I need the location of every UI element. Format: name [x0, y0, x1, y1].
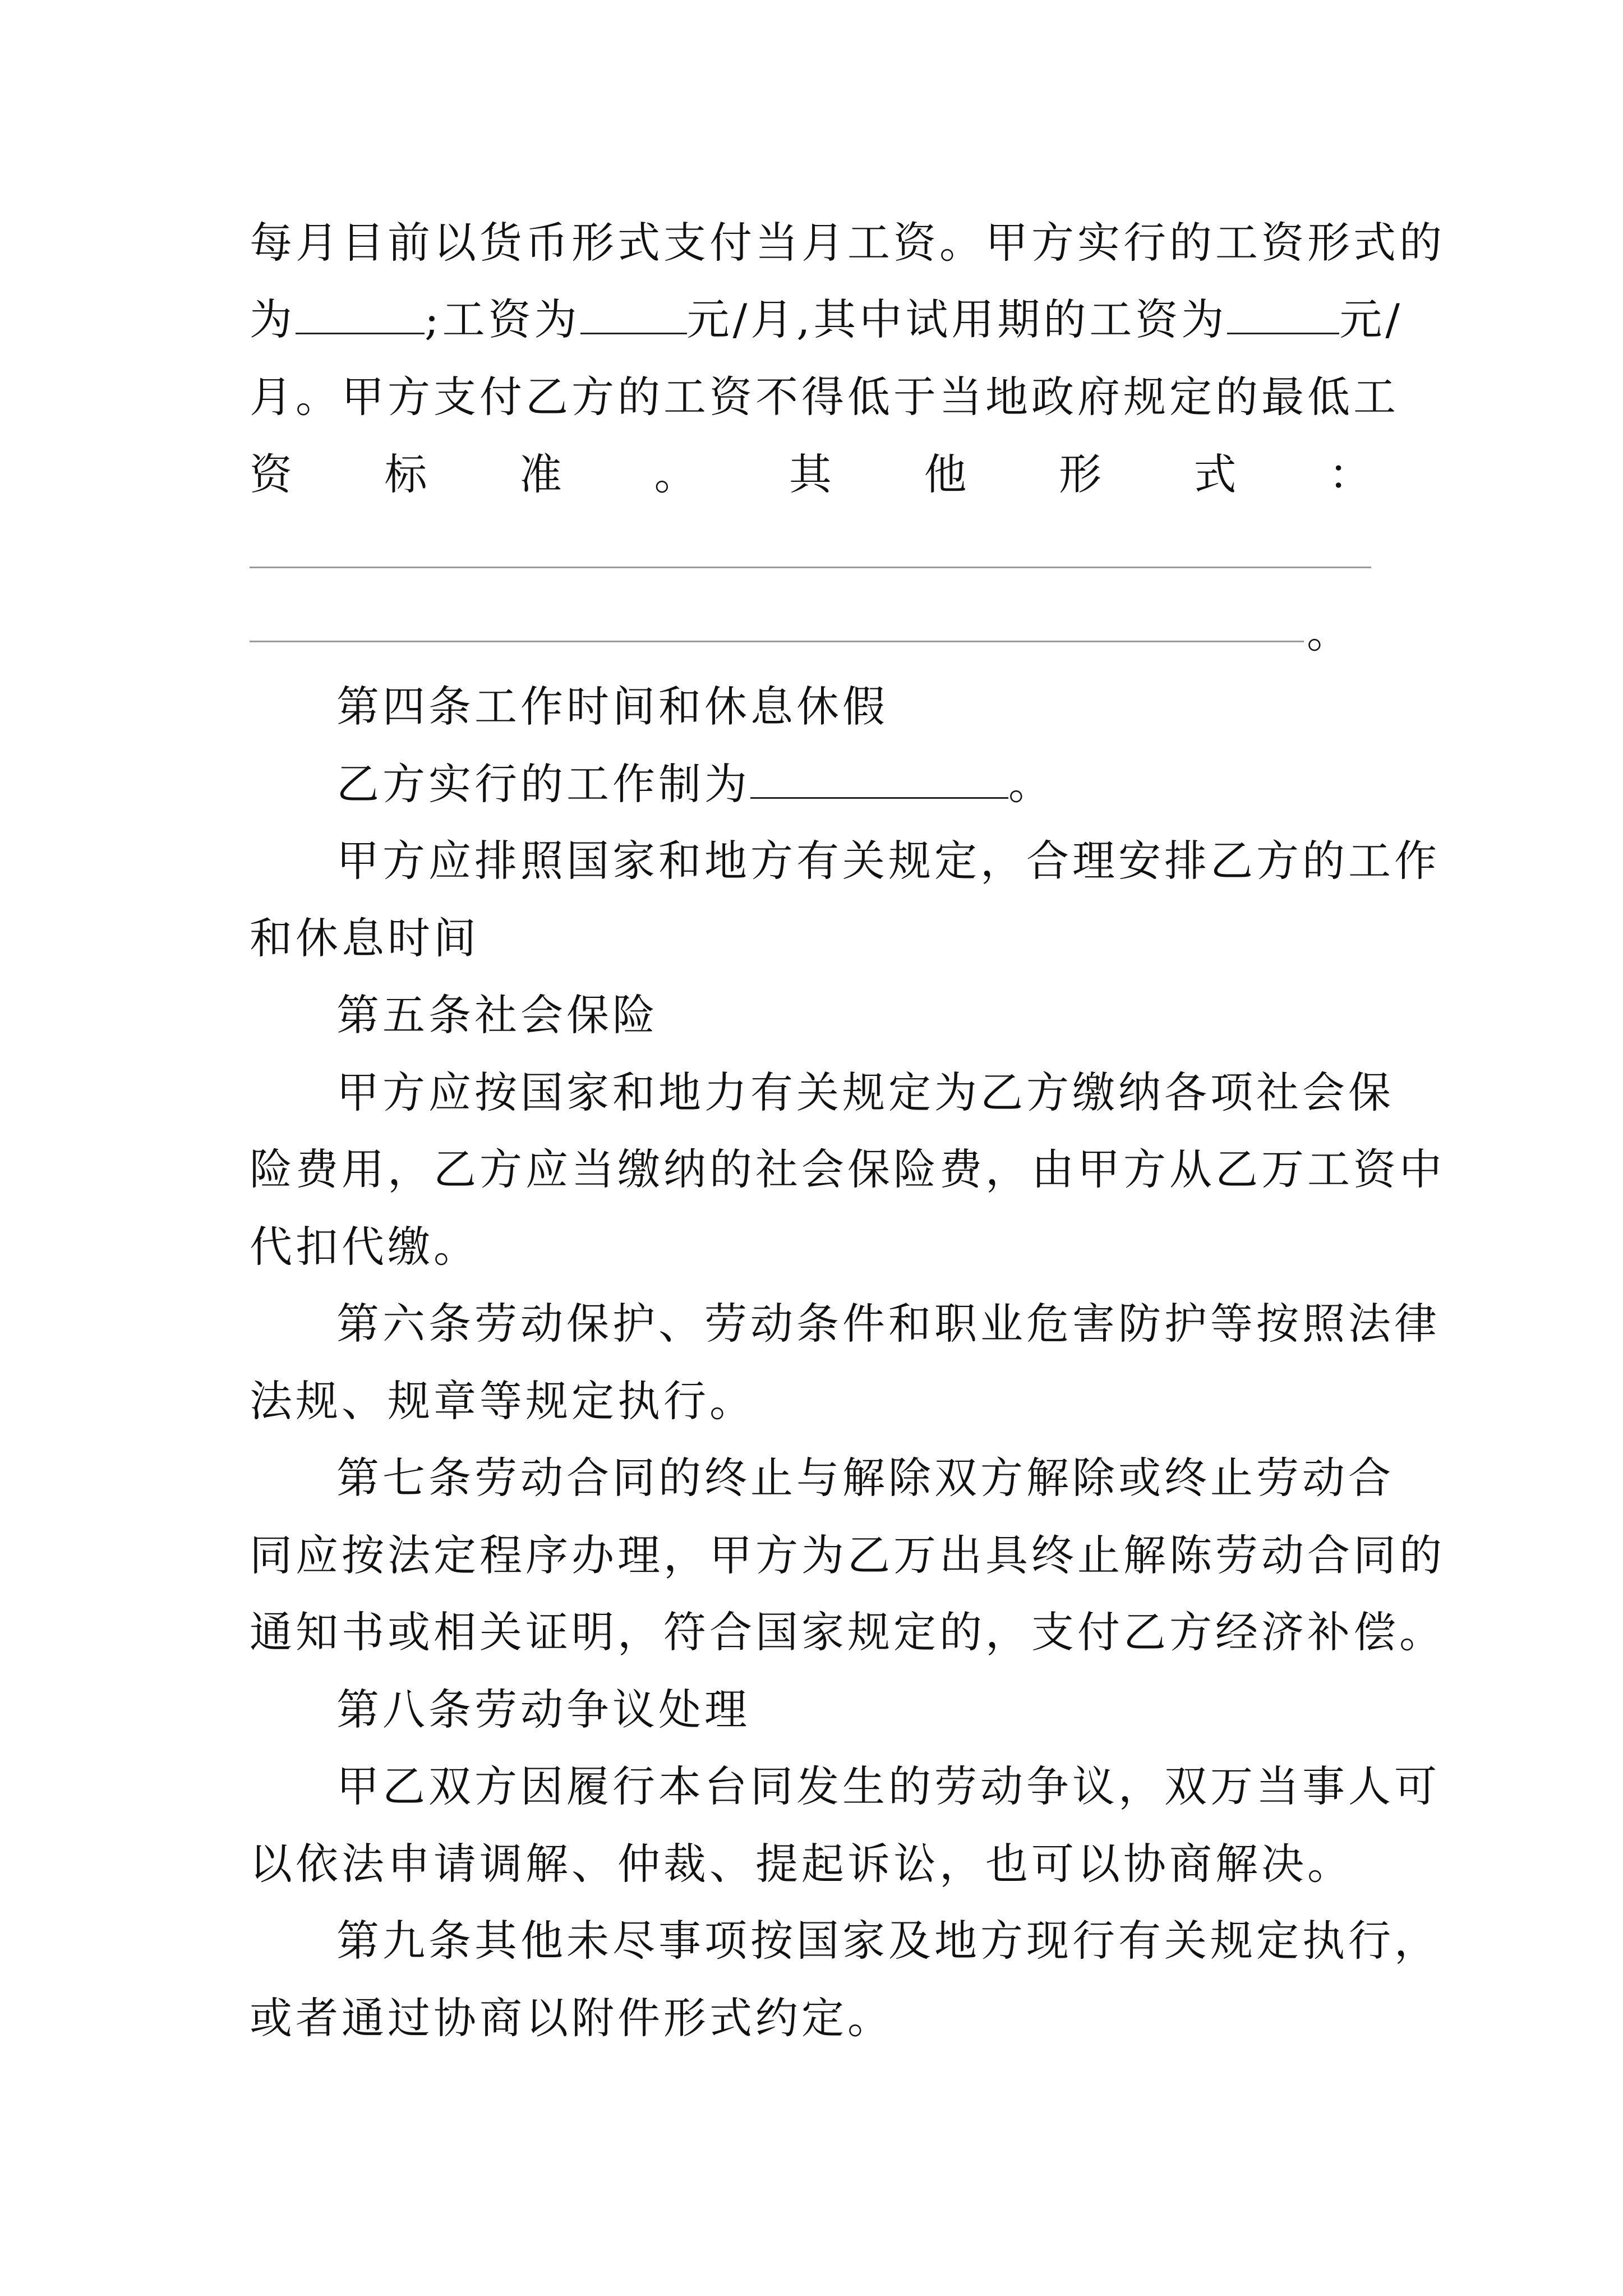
other-form-blank-line-2[interactable]	[250, 641, 1304, 642]
work-system-end: 。	[1008, 759, 1054, 809]
article-5-title: 第五条社会保险	[336, 990, 658, 1040]
article-7-line: 第七条劳动合同的终止与解除双方解除或终止劳动合	[336, 1453, 1394, 1503]
spread-char: 准	[519, 449, 562, 499]
spread-char: 他	[924, 449, 967, 499]
paragraph-line: 或者通过协商以附件形式约定。	[250, 1993, 893, 2043]
paragraph-line: 险费用，乙方应当缴纳的社会保险费，由甲方从乙万工资中	[250, 1144, 1445, 1194]
wage-label-d: 元/	[1339, 295, 1403, 344]
article-6-line: 第六条劳动保护、劳动条件和职业危害防护等按照法律	[336, 1299, 1440, 1349]
other-form-blank-line-1[interactable]	[250, 567, 1371, 568]
paragraph-line: 甲方应按国家和地力有关规定为乙方缴纳各项社会保	[336, 1068, 1394, 1117]
wage-label-c: 元/月,其中试用期的工资为	[686, 295, 1228, 344]
spread-char: 形	[1059, 449, 1101, 499]
wage-line	[250, 295, 1403, 344]
wage-amount-blank[interactable]	[580, 327, 687, 334]
paragraph-line: 月。甲方支付乙方的工资不得低于当地政府规定的最低工	[250, 372, 1399, 422]
article-9-line: 第九条其他未尽事项按国家及地方现行有关规定执行，	[336, 1916, 1440, 1966]
paragraph-line: 和休息时间	[250, 913, 479, 963]
probation-wage-blank[interactable]	[1227, 327, 1339, 334]
paragraph-line: 同应按法定程序办理，甲方为乙万出具终止解陈劳动合同的	[250, 1530, 1445, 1580]
article-8-title: 第八条劳动争议处理	[336, 1685, 750, 1734]
spread-char: 。	[654, 449, 697, 499]
paragraph-line: 以依法申请调解、仲裁、提起诉讼，也可以协商解决。	[250, 1839, 1353, 1889]
spread-char: 式	[1193, 449, 1237, 499]
spread-char: ：	[1329, 449, 1371, 499]
spread-line	[250, 449, 1371, 499]
wage-label-a: 为	[250, 295, 296, 344]
spread-char: 其	[789, 449, 832, 499]
rule-end-period: 。	[1307, 608, 1349, 657]
spread-char: 标	[384, 449, 427, 499]
paragraph-line: 每月目前以货币形式支付当月工资。甲方实行的工资形式的	[250, 218, 1445, 268]
article-4-title: 第四条工作时间和休息休假	[336, 682, 888, 731]
paragraph-line: 甲方应排照国家和地方有关规定，合理安排乙方的工作	[336, 836, 1440, 886]
paragraph-line: 通知书或相关证明，符合国家规定的，支付乙方经济补偿。	[250, 1607, 1445, 1657]
wage-form-blank[interactable]	[296, 327, 425, 334]
paragraph-line: 甲乙双方因履行本台同发生的劳动争议，双万当事人可	[336, 1761, 1440, 1811]
work-system-label: 乙方实行的工作制为	[336, 759, 750, 809]
paragraph-line: 代扣代缴。	[250, 1222, 479, 1272]
work-system-line	[336, 759, 1054, 809]
work-system-blank[interactable]	[750, 792, 1008, 799]
spread-char: 资	[250, 449, 292, 499]
wage-label-b: ;工资为	[425, 295, 580, 344]
paragraph-line: 法规、规章等规定执行。	[250, 1376, 755, 1426]
